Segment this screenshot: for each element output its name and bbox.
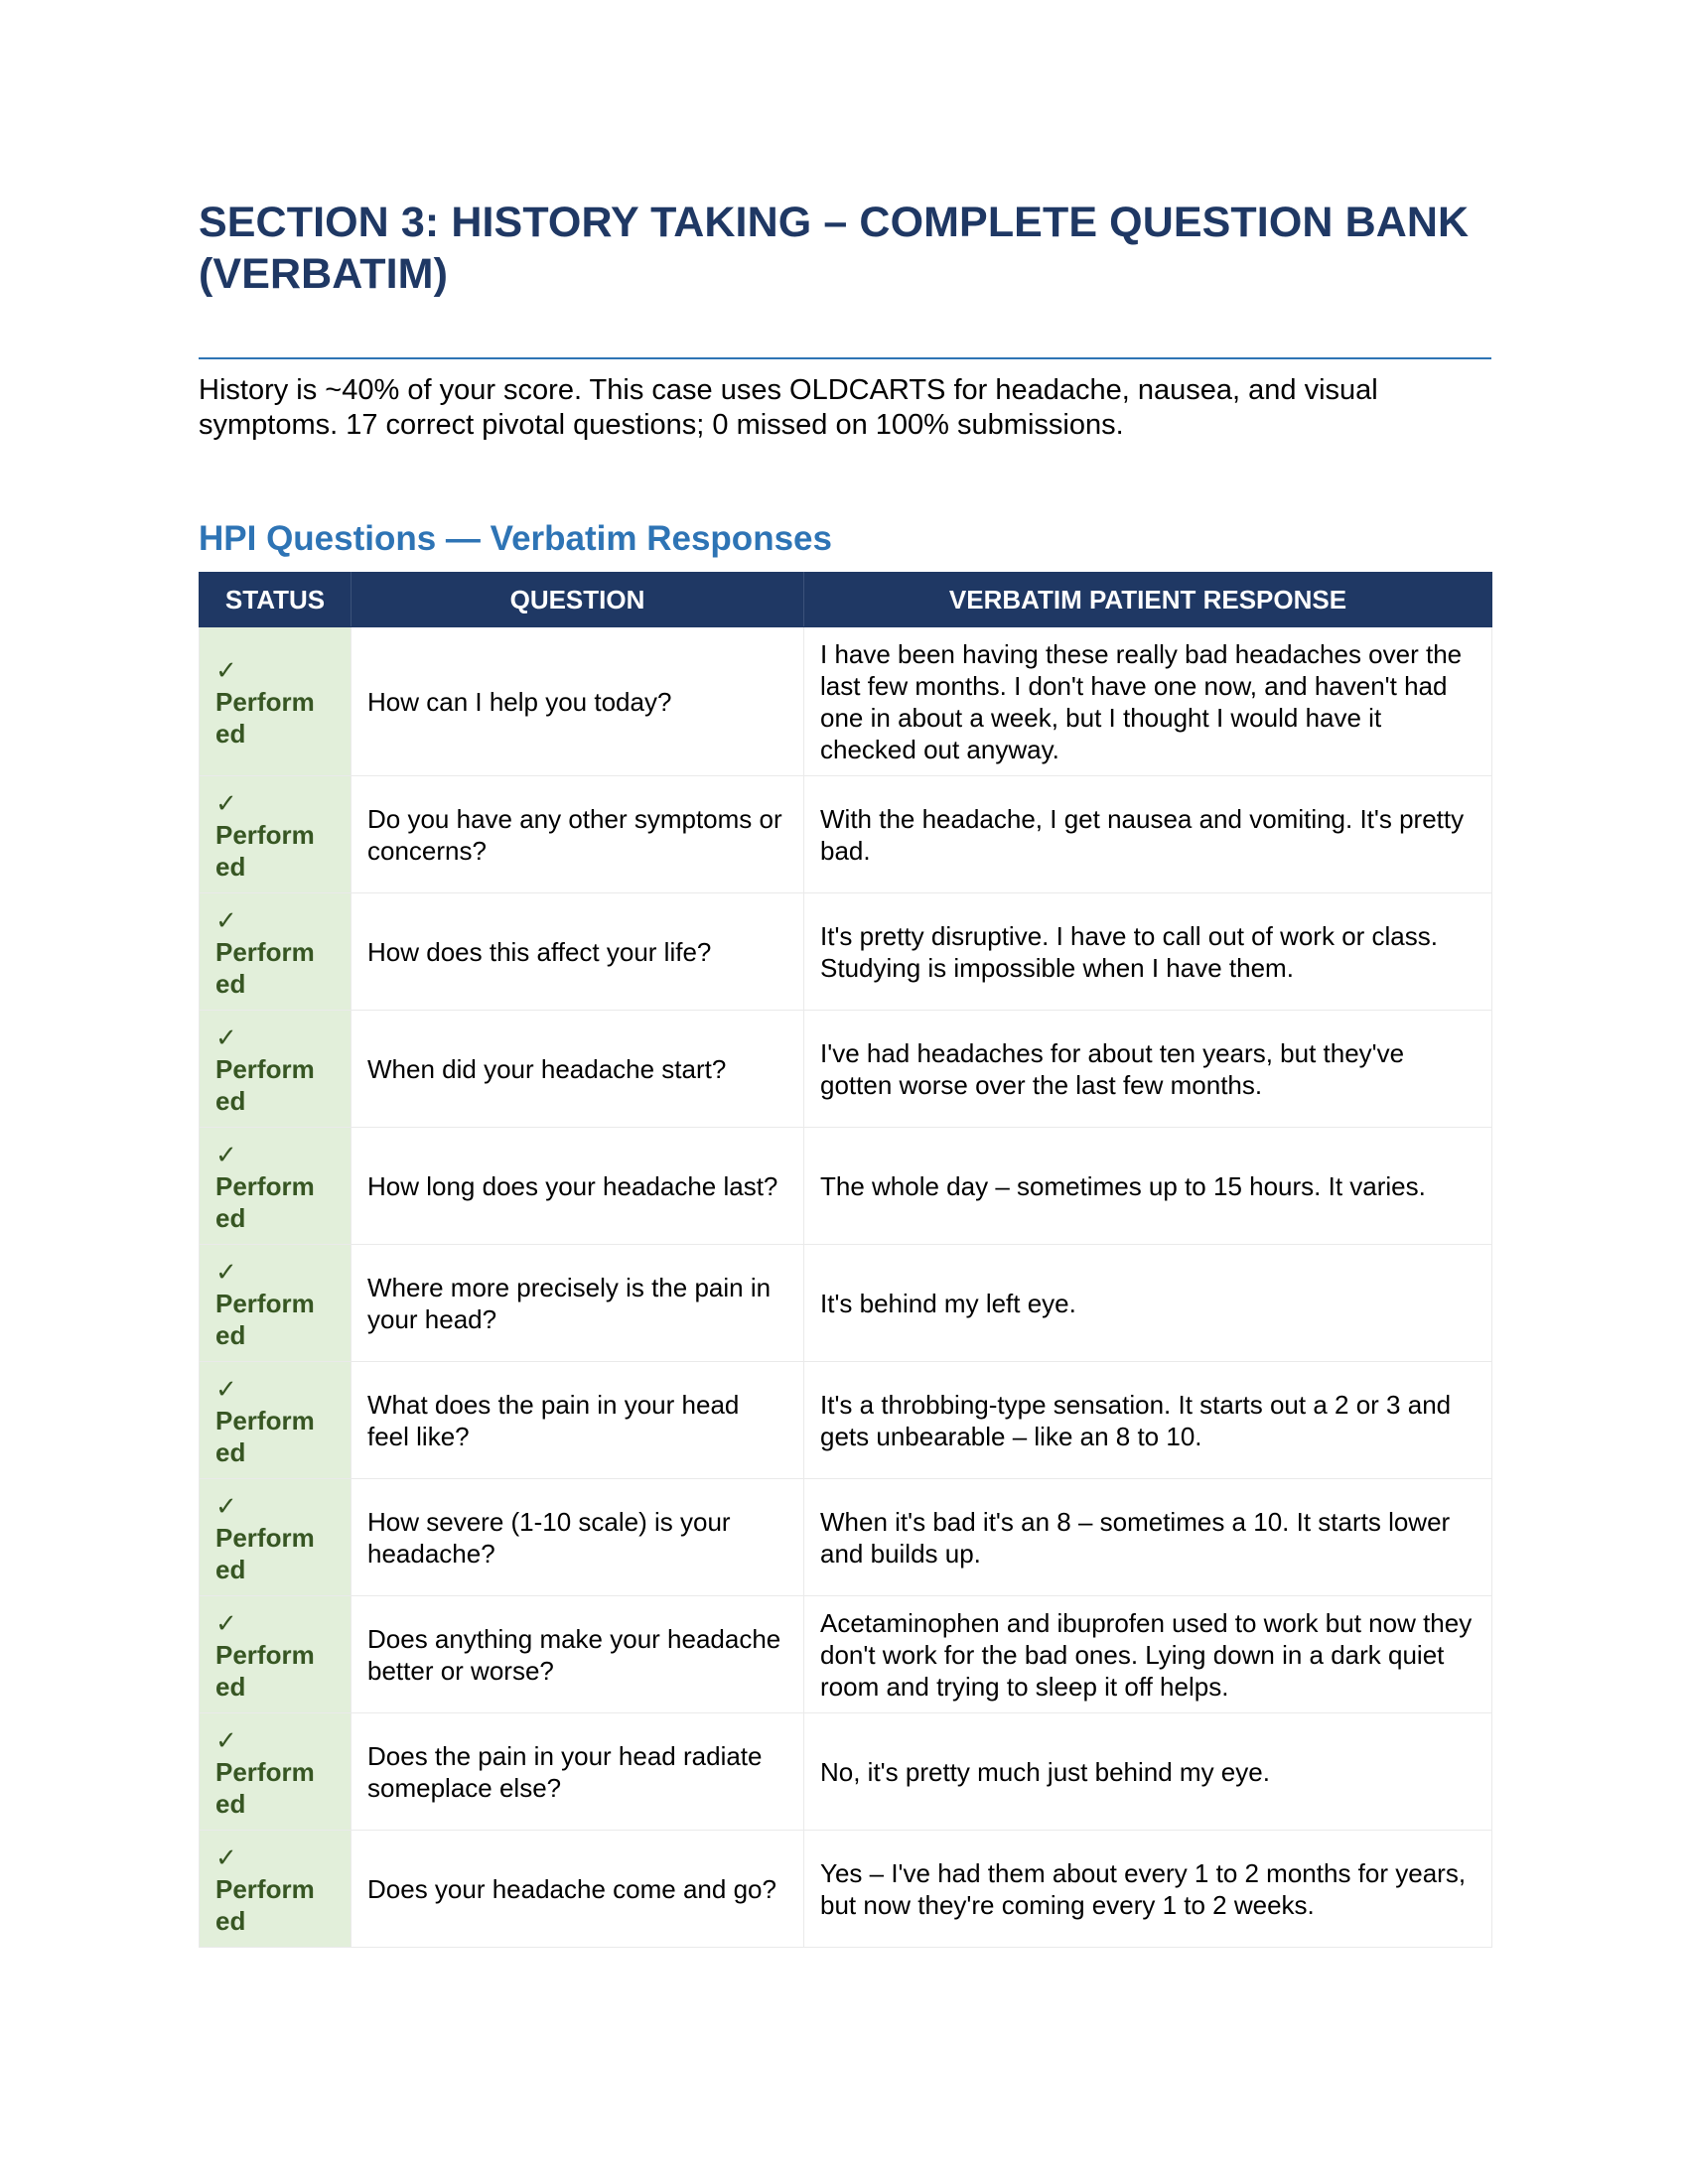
- response-cell: It's pretty disruptive. I have to call out of work or class. Studying is impossible when I have them.: [804, 893, 1492, 1011]
- response-cell: It's a throbbing-type sensation. It starts out a 2 or 3 and gets unbearable – like an 8 to 10.: [804, 1362, 1492, 1479]
- checkmark-icon: ✓: [215, 904, 237, 935]
- table-row: [200, 1362, 1492, 1479]
- checkmark-icon: ✓: [215, 1724, 237, 1755]
- status-cell: [200, 1479, 352, 1596]
- status-label: Perform ed: [215, 1639, 315, 1702]
- table-row: [200, 1245, 1492, 1362]
- table-row: [200, 1713, 1492, 1831]
- response-cell: I have been having these really bad headaches over the last few months. I don't have one now, and haven't had one in about a week, but I thought I would have it checked out anyway.: [804, 627, 1492, 776]
- table-row: [200, 1128, 1492, 1245]
- checkmark-icon: ✓: [215, 1022, 237, 1052]
- status-cell: [200, 627, 352, 776]
- checkmark-icon: ✓: [215, 1607, 237, 1638]
- status-label: Perform ed: [215, 1873, 315, 1936]
- status-cell: [200, 1128, 352, 1245]
- response-cell: Yes – I've had them about every 1 to 2 months for years, but now they're coming every 1 to 2 weeks.: [804, 1831, 1492, 1948]
- question-cell: How can I help you today?: [352, 627, 804, 776]
- response-cell: When it's bad it's an 8 – sometimes a 10. It starts lower and builds up.: [804, 1479, 1492, 1596]
- status-cell: [200, 776, 352, 893]
- status-cell: [200, 1831, 352, 1948]
- question-cell: When did your headache start?: [352, 1011, 804, 1128]
- status-cell: [200, 1596, 352, 1713]
- question-cell: How severe (1-10 scale) is your headache?: [352, 1479, 804, 1596]
- question-cell: How does this affect your life?: [352, 893, 804, 1011]
- status-label: Perform ed: [215, 1288, 315, 1350]
- title-divider: [199, 357, 1491, 359]
- response-cell: No, it's pretty much just behind my eye.: [804, 1713, 1492, 1831]
- question-cell: Does the pain in your head radiate someplace else?: [352, 1713, 804, 1831]
- question-cell: Does anything make your headache better or worse?: [352, 1596, 804, 1713]
- question-cell: What does the pain in your head feel like?: [352, 1362, 804, 1479]
- status-label: Perform ed: [215, 1756, 315, 1819]
- question-cell: How long does your headache last?: [352, 1128, 804, 1245]
- status-label: Perform ed: [215, 686, 315, 749]
- table-row: [200, 1011, 1492, 1128]
- status-label: Perform ed: [215, 1170, 315, 1233]
- header-response: VERBATIM PATIENT RESPONSE: [804, 573, 1492, 627]
- hpi-question-table: [199, 572, 1492, 1948]
- document-page: [199, 197, 1491, 1948]
- response-cell: I've had headaches for about ten years, but they've gotten worse over the last few months.: [804, 1011, 1492, 1128]
- response-cell: It's behind my left eye.: [804, 1245, 1492, 1362]
- status-label: Perform ed: [215, 819, 315, 882]
- table-row: [200, 1479, 1492, 1596]
- status-label: Perform ed: [215, 936, 315, 999]
- status-cell: [200, 1011, 352, 1128]
- checkmark-icon: ✓: [215, 787, 237, 818]
- table-header-row: [200, 573, 1492, 627]
- section-title: SECTION 3: HISTORY TAKING – COMPLETE QUESTION BANK (VERBATIM): [199, 199, 1470, 298]
- header-question: QUESTION: [352, 573, 804, 627]
- response-cell: The whole day – sometimes up to 15 hours. It varies.: [804, 1128, 1492, 1245]
- question-cell: Does your headache come and go?: [352, 1831, 804, 1948]
- status-cell: [200, 1713, 352, 1831]
- checkmark-icon: ✓: [215, 1373, 237, 1404]
- status-cell: [200, 1245, 352, 1362]
- status-label: Perform ed: [215, 1405, 315, 1467]
- checkmark-icon: ✓: [215, 1842, 237, 1872]
- table-row: [200, 776, 1492, 893]
- checkmark-icon: ✓: [215, 1490, 237, 1521]
- status-label: Perform ed: [215, 1522, 315, 1584]
- checkmark-icon: ✓: [215, 1256, 237, 1287]
- response-cell: Acetaminophen and ibuprofen used to work but now they don't work for the bad ones. Lying down in a dark quiet room and trying to sleep it off helps.: [804, 1596, 1492, 1713]
- table-row: [200, 1596, 1492, 1713]
- status-cell: [200, 893, 352, 1011]
- header-status: STATUS: [200, 573, 352, 627]
- response-cell: With the headache, I get nausea and vomiting. It's pretty bad.: [804, 776, 1492, 893]
- question-cell: Where more precisely is the pain in your head?: [352, 1245, 804, 1362]
- table-row: [200, 1831, 1492, 1948]
- checkmark-icon: ✓: [215, 654, 237, 685]
- question-cell: Do you have any other symptoms or concerns?: [352, 776, 804, 893]
- hpi-subheading: HPI Questions — Verbatim Responses: [199, 519, 832, 558]
- table-row: [200, 893, 1492, 1011]
- status-cell: [200, 1362, 352, 1479]
- intro-paragraph: History is ~40% of your score. This case uses OLDCARTS for headache, nausea, and visual symptoms. 17 correct pivotal questions; 0 missed on 100% submissions.: [199, 374, 1378, 441]
- checkmark-icon: ✓: [215, 1139, 237, 1169]
- table-row: [200, 627, 1492, 776]
- status-label: Perform ed: [215, 1053, 315, 1116]
- table-body: [200, 627, 1492, 1948]
